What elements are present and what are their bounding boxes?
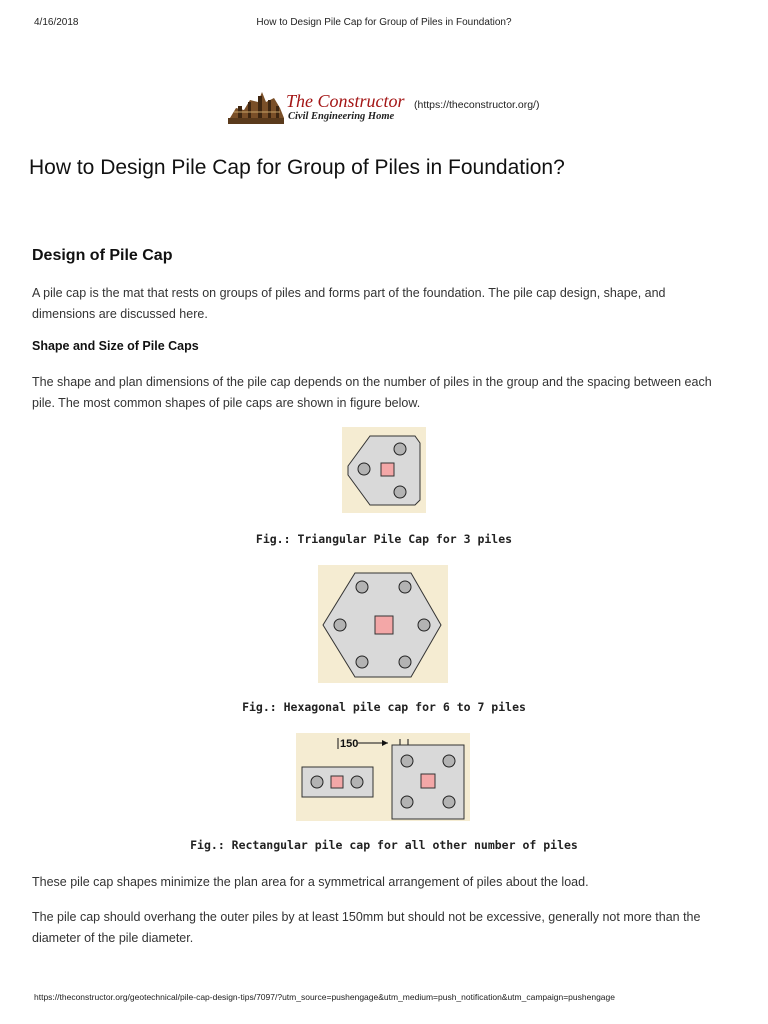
triangular-pile-cap-diagram	[342, 427, 426, 513]
hexagonal-pile-cap-figure	[318, 565, 448, 683]
intro-paragraph: A pile cap is the mat that rests on groups of piles and forms part of the foundation. The pile cap design, shape, and dimensions are discussed here.	[32, 286, 666, 321]
rectangular-pile-cap-diagram	[296, 733, 470, 821]
footer-url[interactable]: https://theconstructor.org/geotechnical/pile-cap-design-tips/7097/?utm_source=pushengage&utm_medium=push_notification&utm_campaign=pushengage	[34, 992, 615, 1002]
print-date: 4/16/2018	[34, 17, 79, 28]
overhang-paragraph: The pile cap should overhang the outer piles by at least 150mm but should not be excessive, generally not more than the diameter of the pile diameter.	[32, 910, 701, 945]
rectangular-pile-cap-figure	[296, 733, 470, 821]
building-logo-icon	[228, 88, 284, 124]
logo-tagline: Civil Engineering Home	[288, 111, 395, 122]
figure-caption-hexagonal: Fig.: Hexagonal pile cap for 6 to 7 piles	[242, 700, 526, 714]
hexagonal-pile-cap-diagram	[318, 565, 448, 683]
page-title: How to Design Pile Cap for Group of Piles in Foundation?	[29, 156, 565, 179]
dimension-label: 150	[340, 738, 359, 750]
logo-url[interactable]: (https://theconstructor.org/)	[414, 99, 540, 111]
print-title: How to Design Pile Cap for Group of Piles in Foundation?	[256, 17, 512, 28]
triangular-pile-cap-figure	[342, 427, 426, 513]
subsection-title: Shape and Size of Pile Caps	[32, 339, 199, 353]
section-title: Design of Pile Cap	[32, 247, 173, 264]
figure-caption-rectangular: Fig.: Rectangular pile cap for all other number of piles	[190, 838, 578, 852]
figure-caption-triangular: Fig.: Triangular Pile Cap for 3 piles	[255, 532, 513, 546]
shape-paragraph: The shape and plan dimensions of the pile cap depends on the number of piles in the group and the spacing between each pile. The most common shapes of pile caps are shown in figure below.	[32, 375, 712, 410]
site-logo[interactable]	[228, 88, 558, 126]
logo-title: The Constructor	[286, 91, 405, 111]
minimize-paragraph: These pile cap shapes minimize the plan area for a symmetrical arrangement of piles about the load.	[32, 875, 589, 889]
